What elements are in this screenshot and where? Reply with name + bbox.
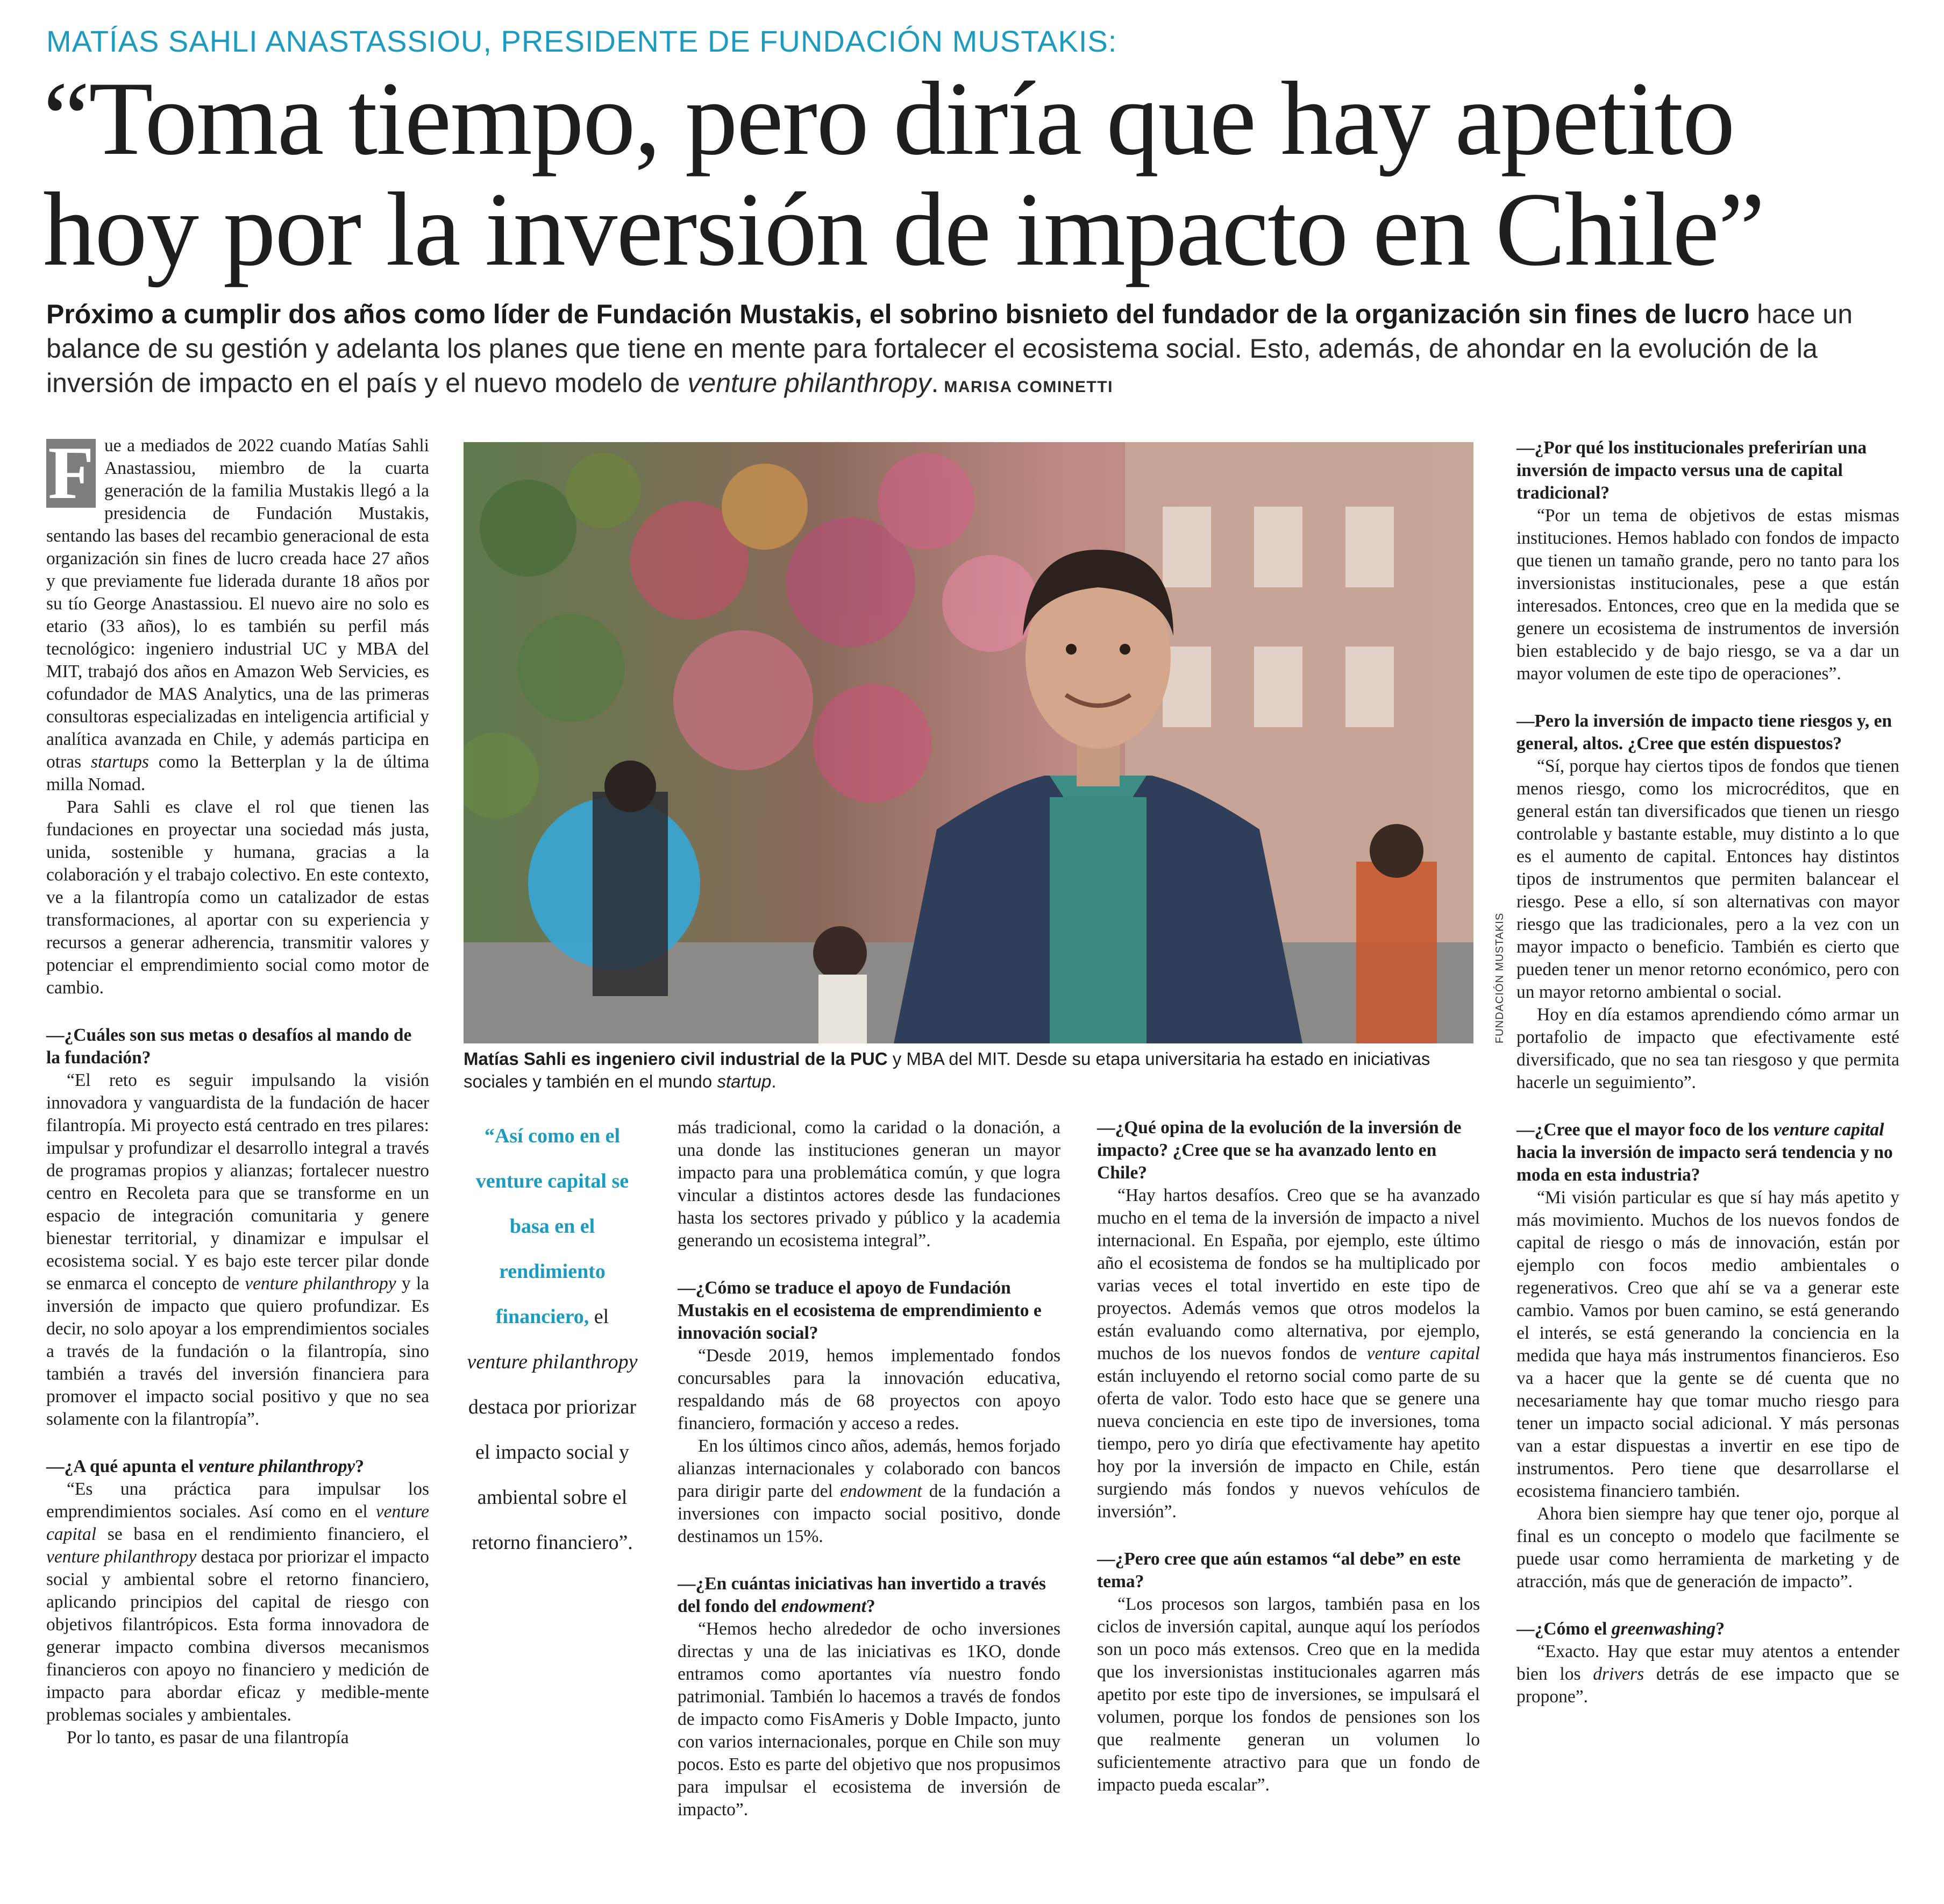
answer-text: En los últimos cinco años, además, hemos forjado alianzas internacionales y colaborado con bancos para dirigir parte del	[678, 1436, 1060, 1501]
answer: “Hemos hecho alrededor de ocho inversiones directas y una de las iniciativas es 1KO, donde entramos como aportantes vía nuestro fondo patrimonial. También lo hacemos a través de fondos de impacto como FisAmeris y Doble Impacto, junto con varios internacionales, porque en Chile son muy pocos. Esto es parte del objetivo que nos propusimos para impulsar el ecosistema de inversión de impacto”.	[678, 1619, 1060, 1820]
answer-italic: venture capital	[46, 1502, 429, 1544]
question-italic: endowment	[781, 1596, 866, 1616]
paragraph: más tradicional, como la caridad o la donación, a una donde las instituciones generan un mayor impacto para una problemática común, y que logra vincular a distintos actores desde las fundaciones hasta los sectores privado y público y la academia generando un ecosistema integral”.	[678, 1118, 1060, 1251]
answer-italic: venture philanthropy	[46, 1547, 197, 1567]
answer-italic: venture capital	[1366, 1344, 1480, 1363]
question-text: —¿En cuántas iniciativas han invertido a través del fondo del	[678, 1574, 1046, 1616]
question-end: ?	[355, 1457, 365, 1476]
question: —¿Qué opina de la evolución de la inversión de impacto? ¿Cree que se ha avanzado lento en Chile?	[1097, 1118, 1462, 1183]
question	[46, 1455, 429, 1478]
answer-text: “El reto es seguir impulsando la visión innovadora y vanguardista de la fundación de hacer filantropía. Mi proyecto está centrado en tres pilares: impulsar y profundizar el desarrollo integral a través de programas propios y alianzas; fortalecer nuestro centro en Recoleta para que se transforme en un espacio de integración comunitaria y genere bienestar territorial, y dinamizar e impulsar el ecosistema social. Y es bajo este tercer pilar donde se enmarca el concepto de	[46, 1070, 429, 1294]
answer-text: detrás de ese impacto que se propone”.	[1516, 1664, 1899, 1707]
drop-cap: F	[46, 439, 96, 508]
photo-caption	[464, 1048, 1475, 1093]
answer: “Los procesos son largos, también pasa en los ciclos de inversión capital, aunque aquí los períodos son un poco más extensos. Creo que en la medida que los inversionistas institucionales agarren más apetito por este tipo de inversiones, se impulsará el volumen, porque los fondos de pensiones son los que realmente generan un volumen lo suficientemente atractivo para que un fondo de impacto pueda escalar”.	[1097, 1594, 1480, 1795]
answer-end: están incluyendo el retorno social como parte de su oferta de valor. Todo esto hace que se genere una nueva conciencia en este tipo de inversiones, toma tiempo, pero yo diría que efectivamente hay apetito hoy por la inversión de impacto en Chile, están surgiendo más fondos y nuevos vehículos de inversión”.	[1097, 1366, 1480, 1522]
caption-italic: startup	[717, 1071, 772, 1091]
pull-quote-highlight: “Así como en el venture capital se basa en el rendimiento financiero,	[475, 1125, 629, 1328]
caption-end: .	[771, 1071, 777, 1091]
question-italic: venture philanthropy	[198, 1457, 355, 1476]
question: —¿Cómo se traduce el apoyo de Fundación Mustakis en el ecosistema de emprendimiento e innovación social?	[678, 1278, 1042, 1343]
answer-text: destaca por priorizar el impacto social y ambiental sobre el retorno financiero, aplicando principios del capital de riesgo con objetivos filantrópicos. Esta forma innovadora de generar impacto combina diversos mecanismos financieros con apoyo no financiero y medición de impacto para abordar eficaz y medible-mente problemas sociales y ambientales.	[46, 1547, 429, 1725]
kicker: MATÍAS SAHLI ANASTASSIOU, PRESIDENTE DE FUNDACIÓN MUSTAKIS:	[46, 24, 1117, 58]
column-2	[678, 1117, 1060, 1821]
question-text: —¿A qué apunta el	[46, 1457, 198, 1476]
column-4	[1516, 437, 1899, 1708]
question-end: ?	[866, 1596, 875, 1616]
answer-text: “Es una práctica para impulsar los emprendimientos sociales. Así como en el	[46, 1479, 429, 1522]
headline	[43, 60, 1904, 288]
headline-line-1: “Toma tiempo, pero diría que hay apetito	[43, 60, 1734, 177]
answer: “Desde 2019, hemos implementado fondos concursables para la innovación educativa, respaldando más de 68 proyectos con apoyo financiero, formación y acceso a redes.	[678, 1346, 1060, 1433]
lede-bold: Próximo a cumplir dos años como líder de Fundación Mustakis, el sobrino bisnieto del fundador de la organización sin fines de lucro	[46, 299, 1750, 329]
question-italic: venture capital	[1773, 1120, 1884, 1140]
question-text: —¿Cree que el mayor foco de los	[1516, 1120, 1774, 1140]
pull-quote-italic: venture philanthropy	[467, 1351, 638, 1373]
pull-quote	[464, 1113, 641, 1565]
lede-end: .	[931, 368, 939, 398]
question	[678, 1573, 1060, 1618]
column-3	[1097, 1117, 1480, 1796]
question-italic: greenwashing	[1611, 1619, 1716, 1639]
intro-italic: startups	[90, 752, 149, 772]
answer	[678, 1435, 1060, 1548]
caption-text: y MBA del MIT. Desde su etapa universitaria ha estado en iniciativas sociales y también en el mundo	[464, 1049, 1430, 1091]
answer	[46, 1069, 429, 1431]
column-1	[46, 431, 429, 1749]
lede-italic: venture philanthropy	[687, 368, 931, 398]
answer: Ahora bien siempre hay que tener ojo, porque al final es un concepto o modelo que facilmente se puede usar como herramienta de marketing y de atracción, más que de generación de impacto”.	[1516, 1504, 1899, 1592]
question-end: ?	[1715, 1619, 1725, 1639]
pull-quote-text: el	[594, 1305, 609, 1328]
answer	[1097, 1184, 1480, 1523]
question	[1516, 1119, 1899, 1187]
answer-italic: drivers	[1593, 1664, 1644, 1684]
question-end: hacia la inversión de impacto será tendencia y no moda en esta industria?	[1516, 1142, 1893, 1185]
photo-credit	[1478, 850, 1506, 1043]
question: —¿Cuáles son sus metas o desafíos al mando de la fundación?	[46, 1025, 412, 1068]
question: —¿Por qué los institucionales preferirían una inversión de impacto versus una de capital tradicional?	[1516, 438, 1867, 503]
intro-paragraph	[46, 431, 429, 796]
answer-italic: venture philanthropy	[245, 1274, 396, 1294]
answer-text: se basa en el rendimiento financiero, el	[96, 1524, 429, 1544]
pull-quote-text: destaca por priorizar el impacto social y ambiental sobre el retorno financiero”.	[468, 1396, 637, 1554]
portrait-photo	[464, 442, 1473, 1043]
question	[1516, 1618, 1899, 1640]
lede-text: hace un balance de su gestión y adelanta los planes que tiene en mente para fortalecer el ecosistema social. Esto, además, de ahondar en la evolución de la inversión de impacto en el país y el nuevo modelo de	[46, 299, 1853, 398]
answer-end: y la inversión de impacto que quiero profundizar. Es decir, no solo apoyar a los emprendimientos sociales a través de la fundación o la filantropía, sino también a través del inversión financiera para promover el impacto social positivo y que no sea solamente con la filantropía”.	[46, 1274, 429, 1429]
answer	[1516, 1640, 1899, 1708]
answer-italic: endowment	[840, 1481, 922, 1501]
lede	[46, 297, 1896, 404]
answer: Hoy en día estamos aprendiendo cómo armar un portafolio de impacto que efectivamente esté diversificado, que no sea tan riesgoso y que permita hacerle un seguimiento”.	[1516, 1005, 1899, 1092]
question: —¿Pero cree que aún estamos “al debe” en este tema?	[1097, 1549, 1461, 1592]
headline-line-2: hoy por la inversión de impacto en Chile”	[43, 171, 1764, 288]
answer-end: de la fundación a inversiones con impacto social positivo, donde destinamos un 15%.	[678, 1481, 1060, 1546]
caption-bold: Matías Sahli es ingeniero civil industrial de la PUC	[464, 1049, 888, 1069]
question: —Pero la inversión de impacto tiene riesgos y, en general, altos. ¿Cree que estén dispuestos?	[1516, 711, 1892, 754]
byline: MARISA COMINETTI	[944, 378, 1113, 396]
answer: “Mi visión particular es que sí hay más apetito y más movimiento. Muchos de los nuevos fondos de capital de riesgo o más de innovación, están por ejemplo con focos medio ambientales o regenerativos. Creo que ahí se va a generar este cambio. Vamos por buen camino, se está generando el interés, se está generando la conciencia en la medida que haya más instrumentos financieros. Eso va a hacer que la gente se dé cuenta que no necesariamente hay que tomar mucho riesgo para tener un impacto social adicional. Y más personas van a estar dispuestas a invertir en ese tipo de instrumentos. Pero tiene que desarrollarse el ecosistema financiero también.	[1516, 1188, 1899, 1501]
answer-text: “Hay hartos desafíos. Creo que se ha avanzado mucho en el tema de la inversión de impacto a nivel internacional. En España, por ejemplo, este último año el ecosistema de fondos se ha multiplicado por varias veces el total invertido en este tipo de proyectos. Además vemos que otros modelos la están evaluando como alternativa, por ejemplo, muchos de los nuevos fondos de	[1097, 1185, 1480, 1363]
intro-end: como la Betterplan y la de última milla Nomad.	[46, 752, 429, 794]
answer: “Por un tema de objetivos de estas mismas instituciones. Hemos hablado con fondos de impacto que tienen un tamaño grande, pero no tanto para los inversionistas institucionales, pese a que están interesados. Entonces, creo que en la medida que se genere un ecosistema de instrumentos de inversión bien establecido y de bajo riesgo, se va a dar un mayor volumen de este tipo de operaciones”.	[1516, 506, 1899, 684]
answer	[46, 1478, 429, 1727]
paragraph: Para Sahli es clave el rol que tienen las fundaciones en proyectar una sociedad más justa, unida, sostenible y humana, gracias a la colaboración y el trabajo colectivo. En este contexto, ve a la filantropía como un catalizador de estas transformaciones, al aportar con su experiencia y recursos a generar adherencia, transmitir valores y potenciar el emprendimiento social como motor de cambio.	[46, 797, 429, 998]
answer: “Sí, porque hay ciertos tipos de fondos que tienen menos riesgo, como los microcréditos, que en general están tan diversificados que tienen un riesgo controlable y bastante estable, muy distinto a lo que es el aumento de capital. Entonces hay distintos tipos de instrumentos que permiten balancear el riesgo. Pese a ello, sí son alternativas con mayor riesgo que las tradicionales, pero a la vez con un mayor impacto o beneficio. También es cierto que pueden tener un menor retorno económico, pero con un mayor retorno ambiental o social.	[1516, 756, 1899, 1002]
question-text: —¿Cómo el	[1516, 1619, 1612, 1639]
photo-credit-text: FUNDACIÓN MUSTAKIS	[1494, 912, 1506, 1043]
answer-text: “Exacto. Hay que estar muy atentos a entender bien los	[1516, 1642, 1899, 1684]
paragraph: Por lo tanto, es pasar de una filantropía	[67, 1728, 349, 1747]
intro-text: ue a mediados de 2022 cuando Matías Sahli Anastassiou, miembro de la cuarta generación de la familia Mustakis llegó a la presidencia de Fundación Mustakis, sentando las bases del recambio generacional de esta organización sin fines de lucro creada hace 27 años y que previamente fue liderada durante 18 años por su tío George Anastassiou. El nuevo aire no solo es etario (33 años), lo es también su perfil más tecnológico: ingeniero industrial UC y MBA del MIT, trabajó dos años en Amazon Web Servicies, es cofundador de MAS Analytics, una de las primeras consultoras especializadas en inteligencia artificial y analítica avanzada en Chile, y además participa en otras	[46, 436, 429, 772]
